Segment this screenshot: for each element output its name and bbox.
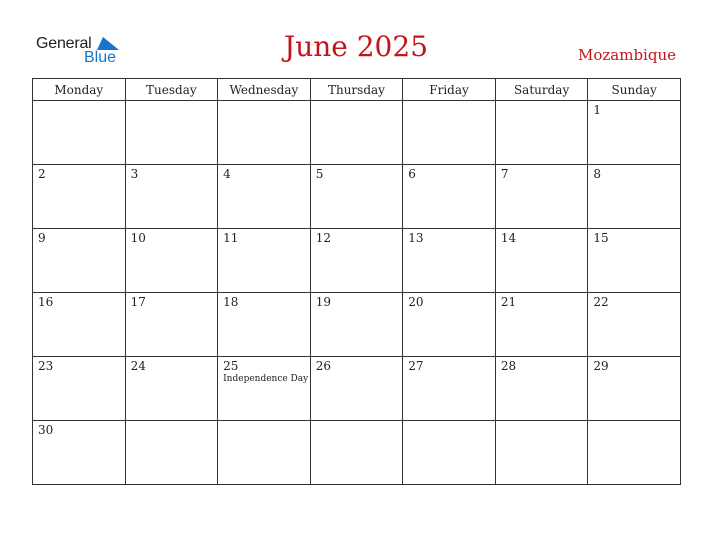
day-cell (125, 101, 218, 165)
day-cell (495, 293, 588, 357)
logo-text-general: General (36, 35, 92, 52)
day-cell (588, 165, 681, 229)
day-cell (495, 421, 588, 485)
day-number: 24 (130, 359, 146, 373)
day-number: 25 (223, 359, 239, 373)
day-cell (218, 421, 311, 485)
day-cell (218, 101, 311, 165)
day-cell (588, 229, 681, 293)
day-cell (310, 101, 403, 165)
day-cell (218, 229, 311, 293)
day-cell (125, 165, 218, 229)
day-cell (125, 229, 218, 293)
day-cell (218, 293, 311, 357)
day-cell (310, 229, 403, 293)
day-cell (495, 165, 588, 229)
day-cell (495, 357, 588, 421)
weekday-header: Tuesday (125, 79, 218, 101)
day-cell (403, 101, 496, 165)
day-number: 16 (38, 295, 54, 309)
day-cell (218, 165, 311, 229)
day-number: 10 (130, 231, 146, 245)
day-cell (218, 357, 311, 421)
day-cell (588, 101, 681, 165)
day-number: 13 (408, 231, 424, 245)
day-number: 6 (408, 167, 416, 181)
day-cell (403, 421, 496, 485)
day-cell (310, 293, 403, 357)
week-row (33, 357, 681, 421)
day-cell (33, 293, 126, 357)
day-cell (33, 421, 126, 485)
day-cell (588, 357, 681, 421)
day-cell (125, 421, 218, 485)
day-number: 14 (500, 231, 517, 245)
day-cell (310, 165, 403, 229)
day-number: 29 (593, 359, 609, 373)
day-cell (33, 165, 126, 229)
day-number: 3 (130, 167, 139, 181)
weekday-header: Monday (33, 79, 126, 101)
weekday-header: Saturday (495, 79, 588, 101)
day-cell (403, 357, 496, 421)
day-number: 27 (408, 359, 424, 373)
day-cell (125, 357, 218, 421)
calendar-grid (32, 78, 681, 485)
holiday-label: Independence Day (223, 374, 309, 384)
weekday-header: Wednesday (218, 79, 311, 101)
country-label: Mozambique (578, 46, 676, 64)
day-cell (33, 101, 126, 165)
logo-text-blue: Blue (84, 49, 117, 66)
weekday-header-row (33, 79, 681, 101)
day-number: 12 (315, 231, 331, 245)
day-cell (310, 421, 403, 485)
day-number: 18 (223, 295, 239, 309)
day-number: 26 (315, 359, 331, 373)
week-row (33, 421, 681, 485)
day-number: 8 (593, 167, 602, 181)
day-number: 19 (315, 295, 331, 309)
day-cell (33, 357, 126, 421)
week-row (33, 165, 681, 229)
day-number: 30 (38, 423, 54, 437)
week-row (33, 293, 681, 357)
day-number: 7 (500, 167, 509, 181)
weekday-header: Friday (403, 79, 496, 101)
day-number: 20 (408, 295, 424, 309)
week-row (33, 229, 681, 293)
day-cell (125, 293, 218, 357)
day-cell (403, 229, 496, 293)
day-cell (588, 421, 681, 485)
day-number: 4 (223, 167, 231, 181)
day-number: 21 (500, 295, 517, 309)
day-number: 22 (593, 295, 609, 309)
day-number: 9 (38, 231, 46, 245)
day-cell (588, 293, 681, 357)
day-cell (310, 357, 403, 421)
day-cell (495, 229, 588, 293)
day-number: 5 (315, 167, 324, 181)
day-number: 17 (130, 295, 146, 309)
day-number: 11 (223, 231, 239, 245)
day-cell (33, 229, 126, 293)
weekday-header: Thursday (310, 79, 403, 101)
week-row (33, 101, 681, 165)
day-number: 23 (38, 359, 54, 373)
weekday-header: Sunday (588, 79, 681, 101)
day-cell (403, 165, 496, 229)
day-cell (403, 293, 496, 357)
calendar-title: June 2025 (283, 30, 429, 63)
day-number: 2 (38, 167, 46, 181)
day-number: 28 (500, 359, 517, 373)
day-number: 1 (593, 103, 602, 117)
day-cell (495, 101, 588, 165)
day-number: 15 (593, 231, 609, 245)
